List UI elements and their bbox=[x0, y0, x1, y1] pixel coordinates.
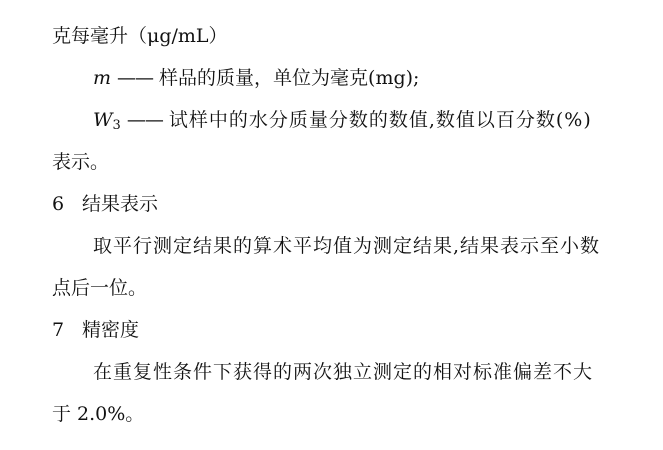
section-7-paragraph-line-1: 在重复性条件下获得的两次独立测定的相对标准偏差不大 bbox=[93, 361, 594, 383]
definition-w3-continuation: 表示。 bbox=[52, 151, 110, 173]
section-7-title: 精密度 bbox=[82, 319, 140, 341]
definition-m bbox=[93, 66, 419, 90]
symbol-w: W bbox=[93, 109, 113, 131]
section-6-heading bbox=[52, 192, 158, 216]
section-7-number: 7 bbox=[52, 319, 65, 341]
definition-w3-text: 试样中的水分质量分数的数值,数值以百分数(%) bbox=[168, 109, 592, 131]
unit-line: 克每毫升（μg/mL） bbox=[52, 25, 228, 47]
section-7-paragraph-line-2: 于 2.0%。 bbox=[52, 403, 145, 425]
section-6-title: 结果表示 bbox=[82, 193, 159, 215]
definition-m-text: 样品的质量，单位为毫克(mg); bbox=[159, 67, 420, 89]
section-6-paragraph-line-2: 点后一位。 bbox=[52, 277, 148, 299]
definition-dash: —— bbox=[126, 109, 163, 131]
symbol-w-subscript: 3 bbox=[112, 118, 121, 133]
section-6-paragraph-line-1: 取平行测定结果的算术平均值为测定结果,结果表示至小数 bbox=[93, 235, 601, 257]
definition-dash: —— bbox=[117, 67, 154, 89]
symbol-m: m bbox=[93, 67, 112, 89]
definition-w3 bbox=[93, 108, 592, 138]
section-6-number: 6 bbox=[52, 193, 65, 215]
section-7-heading bbox=[52, 318, 139, 342]
